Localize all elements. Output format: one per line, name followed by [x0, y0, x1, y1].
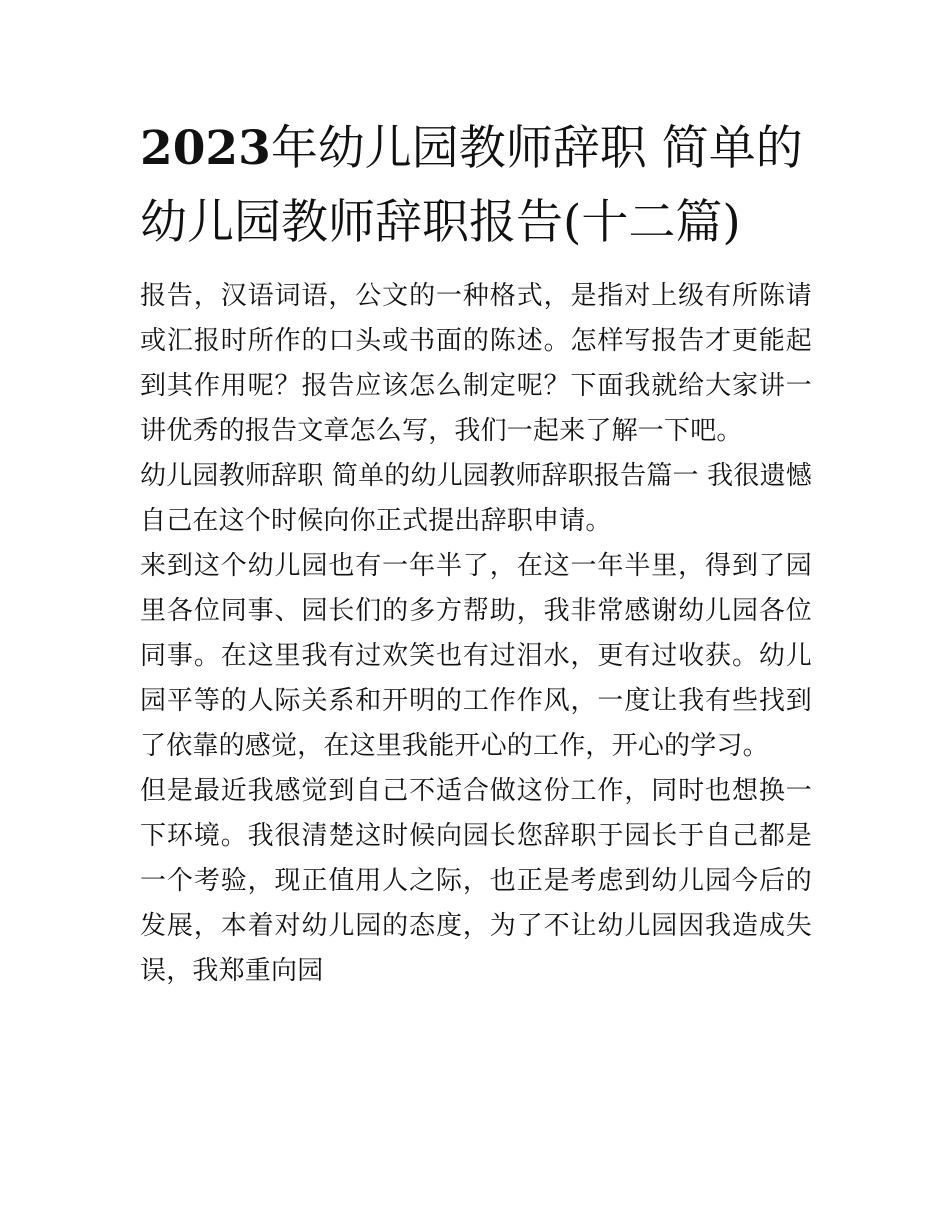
title-year: 2023	[140, 121, 271, 176]
body-paragraph: 但是最近我感觉到自己不适合做这份工作，同时也想换一下环境。我很清楚这时候向园长您辞职于园长于自己都是一个考验，现正值用人之际，也正是考虑到幼儿园今后的发展，本着对幼儿园的态度，为了不让幼儿园因我造成失误，我郑重向园	[140, 776, 812, 986]
document-title	[140, 112, 812, 260]
intro-paragraph: 报告，汉语词语，公文的一种格式，是指对上级有所陈请或汇报时所作的口头或书面的陈述。怎样写报告才更能起到其作用呢？报告应该怎么制定呢？下面我就给大家讲一讲优秀的报告文章怎么写，我们一起来了解一下吧。	[140, 281, 812, 446]
body-paragraph: 幼儿园教师辞职 简单的幼儿园教师辞职报告篇一 我很遗憾自己在这个时候向你正式提出辞职申请。	[140, 461, 812, 536]
document-page	[140, 112, 812, 994]
title-text: 年幼儿园教师辞职 简单的幼儿园教师辞职报告(十二篇)	[140, 121, 803, 250]
body-paragraph: 来到这个幼儿园也有一年半了，在这一年半里，得到了园里各位同事、园长们的多方帮助，我非常感谢幼儿园各位同事。在这里我有过欢笑也有过泪水，更有过收获。幼儿园平等的人际关系和开明的工作作风，一度让我有些找到了依靠的感觉，在这里我能开心的工作，开心的学习。	[140, 551, 812, 761]
